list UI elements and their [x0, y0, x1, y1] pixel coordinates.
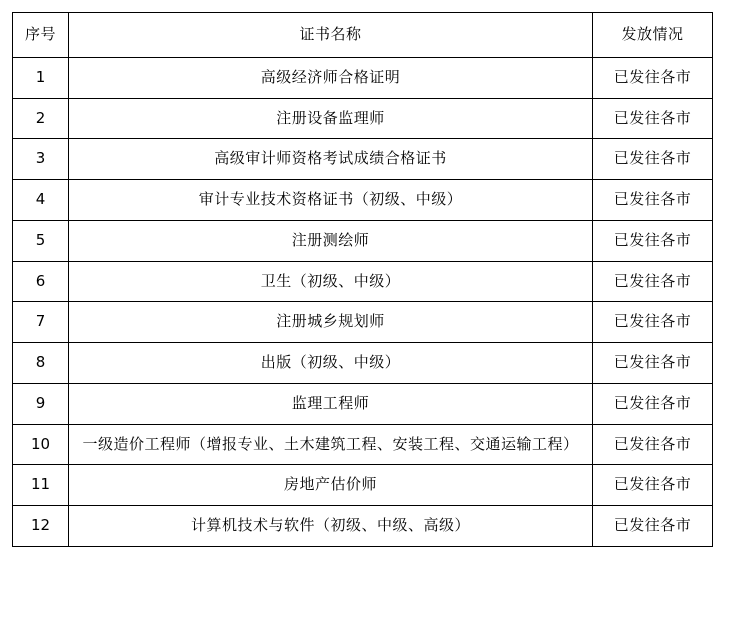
- header-cell-status: 发放情况: [593, 13, 713, 58]
- cell-name: 监理工程师: [69, 383, 593, 424]
- cell-name-text: 一级造价工程师（增报专业、土木建筑工程、安装工程、交通运输工程）: [82, 434, 579, 453]
- cell-status: 已发往各市: [593, 465, 713, 506]
- table-row: [13, 506, 713, 547]
- cell-name: [69, 424, 593, 465]
- cell-name: 房地产估价师: [69, 465, 593, 506]
- cell-status: 已发往各市: [593, 506, 713, 547]
- cell-no: 11: [13, 465, 69, 506]
- table-row: [13, 261, 713, 302]
- table-row: [13, 424, 713, 465]
- cell-name: 计算机技术与软件（初级、中级、高级）: [69, 506, 593, 547]
- cell-name: 审计专业技术资格证书（初级、中级）: [69, 180, 593, 221]
- table-row: [13, 139, 713, 180]
- cell-status: 已发往各市: [593, 57, 713, 98]
- cell-status: 已发往各市: [593, 98, 713, 139]
- cell-no: 3: [13, 139, 69, 180]
- table-row: [13, 343, 713, 384]
- table-row: [13, 220, 713, 261]
- cell-status: 已发往各市: [593, 302, 713, 343]
- table-row: [13, 383, 713, 424]
- header-cell-name: 证书名称: [69, 13, 593, 58]
- cell-no: 5: [13, 220, 69, 261]
- cell-status: 已发往各市: [593, 220, 713, 261]
- cell-status: 已发往各市: [593, 180, 713, 221]
- table-row: [13, 302, 713, 343]
- cell-no: 9: [13, 383, 69, 424]
- cell-no: 7: [13, 302, 69, 343]
- table-row: [13, 465, 713, 506]
- cell-no: 12: [13, 506, 69, 547]
- cell-status: 已发往各市: [593, 343, 713, 384]
- cell-no: 1: [13, 57, 69, 98]
- table-header-row: [13, 13, 713, 58]
- cell-no: 10: [13, 424, 69, 465]
- table-header: [13, 13, 713, 58]
- table-body: [13, 57, 713, 546]
- cell-name: 高级审计师资格考试成绩合格证书: [69, 139, 593, 180]
- cell-status: 已发往各市: [593, 139, 713, 180]
- cell-name: 出版（初级、中级）: [69, 343, 593, 384]
- certificate-table: [12, 12, 713, 547]
- cell-name: 高级经济师合格证明: [69, 57, 593, 98]
- header-cell-no: 序号: [13, 13, 69, 58]
- cell-status: 已发往各市: [593, 383, 713, 424]
- cell-status: 已发往各市: [593, 424, 713, 465]
- table-row: [13, 180, 713, 221]
- cell-no: 6: [13, 261, 69, 302]
- cell-name: 注册城乡规划师: [69, 302, 593, 343]
- cell-name: 注册设备监理师: [69, 98, 593, 139]
- table-row: [13, 57, 713, 98]
- cell-name: 卫生（初级、中级）: [69, 261, 593, 302]
- cell-name: 注册测绘师: [69, 220, 593, 261]
- cell-no: 8: [13, 343, 69, 384]
- cell-no: 2: [13, 98, 69, 139]
- cell-no: 4: [13, 180, 69, 221]
- cell-status: 已发往各市: [593, 261, 713, 302]
- table-row: [13, 98, 713, 139]
